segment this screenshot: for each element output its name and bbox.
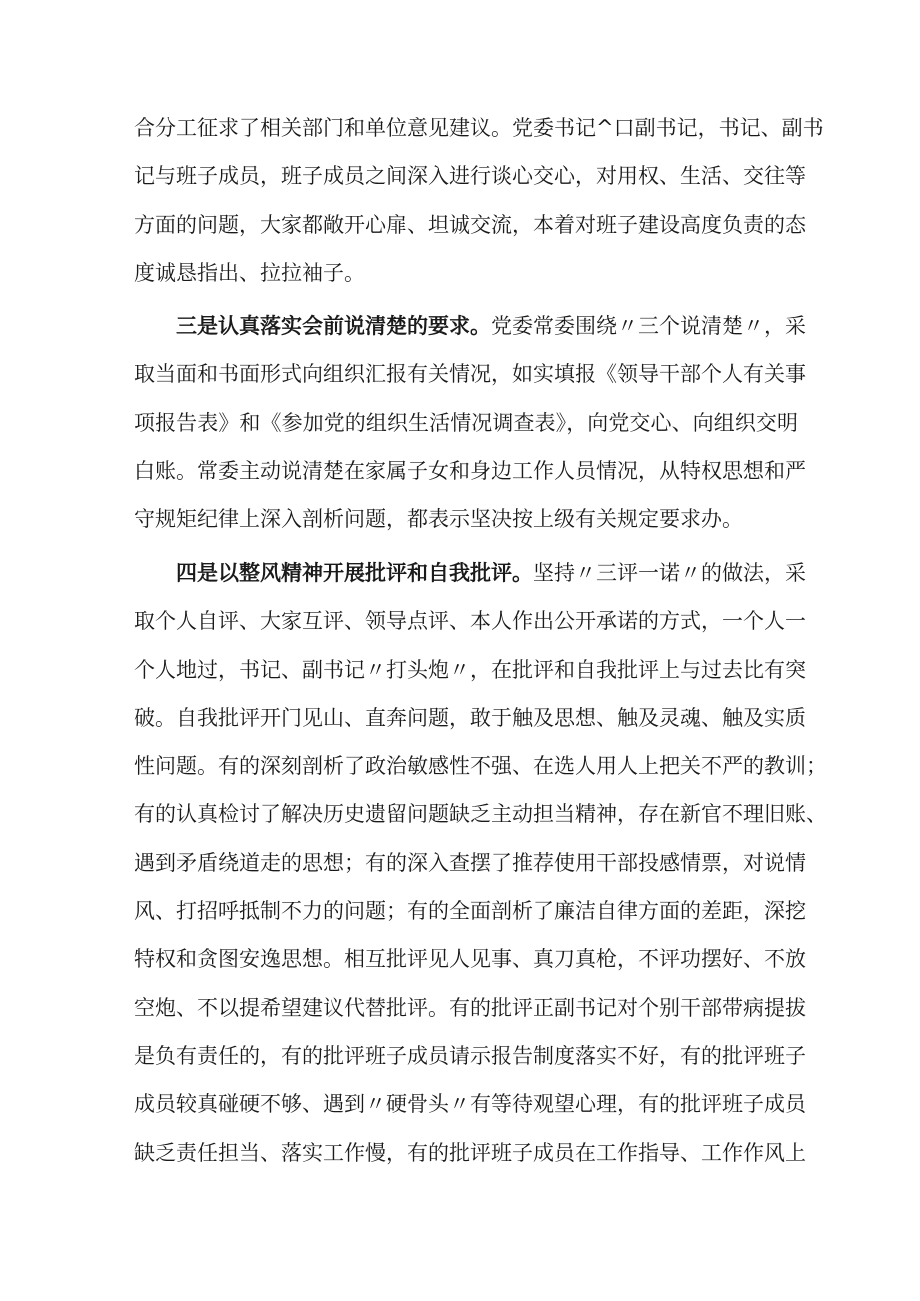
text-line-first bbox=[134, 302, 806, 350]
text-fragment: 坚持〃三评一诺〃的做法，采 bbox=[533, 561, 806, 585]
text-fragment: 党委常委围绕〃三个说清楚〃，采 bbox=[491, 314, 806, 338]
text-line: 记与班子成员，班子成员之间深入进行谈心交心，对用权、生活、交往等 bbox=[134, 164, 806, 189]
text-line: 守规矩纪律上深入剖析问题，都表示坚决按上级有关规定要求办。 bbox=[134, 507, 743, 532]
text-line: 方面的问题，大家都敞开心扉、坦诚交流，本着对班子建设高度负责的态 bbox=[134, 212, 806, 237]
text-line: 空炮、不以提希望建议代替批评。有的批评正副书记对个别干部带病提拔 bbox=[134, 995, 806, 1020]
text-line: 成员较真碰硬不够、遇到〃硬骨头〃有等待观望心理，有的批评班子成员 bbox=[134, 1092, 806, 1117]
text-line: 性问题。有的深刻剖析了政治敏感性不强、在选人用人上把关不严的教训； bbox=[134, 754, 827, 779]
text-line: 风、打招呼抵制不力的问题；有的全面剖析了廉洁自律方面的差距，深挖 bbox=[134, 899, 806, 924]
text-line: 是负有责任的，有的批评班子成员请示报告制度落实不好，有的批评班子 bbox=[134, 1043, 806, 1068]
text-line-first bbox=[134, 549, 806, 597]
text-line: 取个人自评、大家互评、领导点评、本人作出公开承诺的方式，一个人一 bbox=[134, 609, 806, 634]
text-line: 度诚恳指出、拉拉袖子。 bbox=[134, 260, 365, 285]
text-line: 有的认真检讨了解决历史遗留问题缺乏主动担当精神，存在新官不理旧账、 bbox=[134, 802, 827, 827]
text-line: 个人地过，书记、副书记〃打头炮〃，在批评和自我批评上与过去比有突 bbox=[134, 657, 806, 682]
paragraph-heading: 四是以整风精神开展批评和自我批评。 bbox=[176, 561, 533, 585]
paragraph-four bbox=[134, 549, 827, 1177]
text-line: 白账。常委主动说清楚在家属子女和身边工作人员情况，从特权思想和严 bbox=[134, 458, 806, 483]
text-line: 合分工征求了相关部门和单位意见建议。党委书记^口副书记，书记、副书 bbox=[134, 116, 824, 140]
paragraph-continuation bbox=[134, 104, 824, 297]
text-line: 缺乏责任担当、落实工作慢，有的批评班子成员在工作指导、工作作风上 bbox=[134, 1140, 806, 1165]
text-line: 遇到矛盾绕道走的思想；有的深入查摆了推荐使用干部投感情票，对说情 bbox=[134, 850, 806, 875]
text-line: 项报告表》和《参加党的组织生活情况调查表》，向党交心、向组织交明 bbox=[134, 410, 798, 435]
text-line: 取当面和书面形式向组织汇报有关情况，如实填报《领导干部个人有关事 bbox=[134, 362, 806, 387]
text-line: 特权和贪图安逸思想。相互批评见人见事、真刀真枪，不评功摆好、不放 bbox=[134, 947, 806, 972]
paragraph-heading: 三是认真落实会前说清楚的要求。 bbox=[176, 314, 491, 338]
text-line: 破。自我批评开门见山、直奔问题，敢于触及思想、触及灵魂、触及实质 bbox=[134, 705, 806, 730]
paragraph-three bbox=[134, 302, 806, 543]
